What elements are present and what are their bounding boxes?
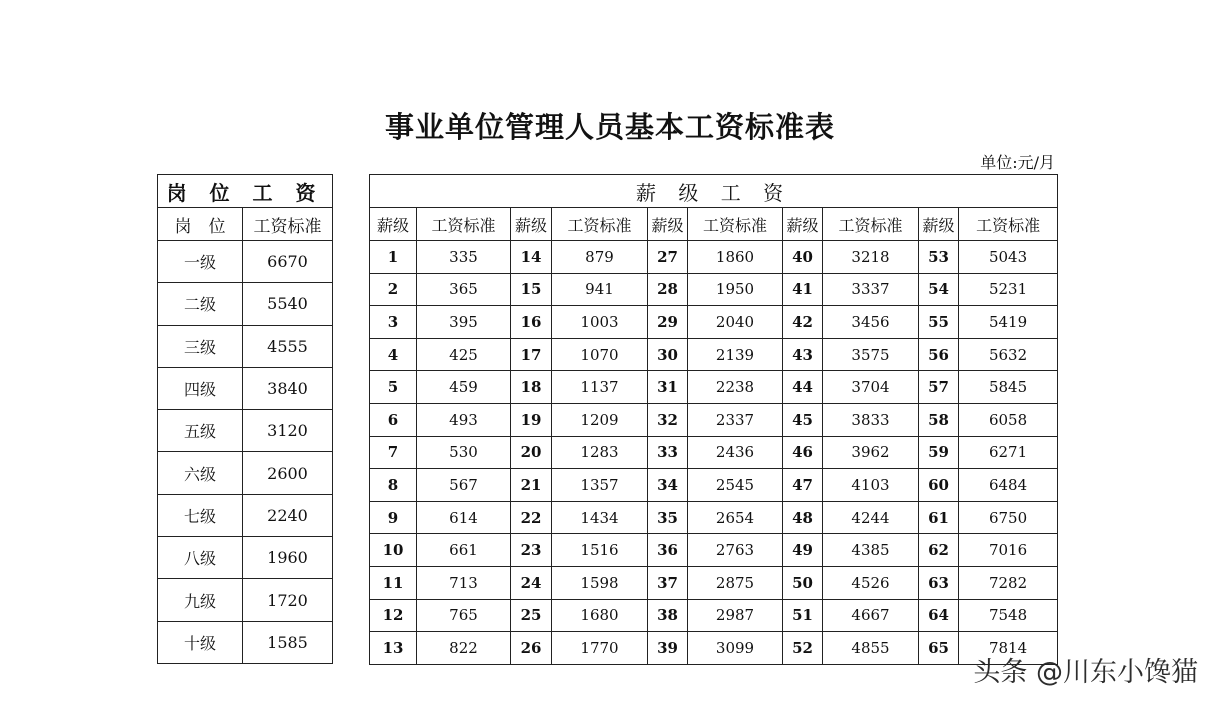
grade-number-cell: 61: [919, 501, 959, 534]
post-level-cell: 八级: [158, 537, 243, 579]
grade-number-cell: 32: [648, 403, 688, 436]
salary-value-cell: 941: [552, 273, 648, 306]
grade-number-cell: 5: [370, 371, 417, 404]
salary-value-cell: 614: [417, 501, 511, 534]
table-row: [158, 367, 333, 409]
grade-number-cell: 37: [648, 566, 688, 599]
post-level-cell: 七级: [158, 494, 243, 536]
grade-number-cell: 65: [919, 632, 959, 665]
salary-table-header: 薪 级 工 资: [370, 175, 1058, 208]
salary-value-cell: 765: [417, 599, 511, 632]
grade-number-cell: 41: [783, 273, 823, 306]
table-row: [370, 273, 1058, 306]
salary-value-cell: 2238: [688, 371, 783, 404]
salary-value-cell: 7548: [959, 599, 1058, 632]
grade-number-cell: 3: [370, 306, 417, 339]
grade-number-cell: 15: [511, 273, 552, 306]
salary-value-cell: 7016: [959, 534, 1058, 567]
grade-number-cell: 44: [783, 371, 823, 404]
salary-value-cell: 2987: [688, 599, 783, 632]
salary-value-cell: 2337: [688, 403, 783, 436]
grade-number-cell: 59: [919, 436, 959, 469]
salary-value-cell: 2139: [688, 338, 783, 371]
salary-value-cell: 3833: [823, 403, 919, 436]
grade-number-cell: 25: [511, 599, 552, 632]
salary-value-cell: 1137: [552, 371, 648, 404]
salary-value-cell: 2545: [688, 469, 783, 502]
grade-number-cell: 34: [648, 469, 688, 502]
table-row: [158, 283, 333, 325]
page-title: 事业单位管理人员基本工资标准表: [384, 110, 835, 144]
salary-value-cell: 2654: [688, 501, 783, 534]
grade-number-cell: 56: [919, 338, 959, 371]
grade-salary-table: [369, 174, 1058, 665]
salary-value-cell: 1960: [243, 537, 333, 579]
salary-value-cell: 661: [417, 534, 511, 567]
salary-value-cell: 1720: [243, 579, 333, 621]
salary-value-cell: 6058: [959, 403, 1058, 436]
salary-value-cell: 335: [417, 241, 511, 274]
salary-value-cell: 493: [417, 403, 511, 436]
column-header: 薪级: [648, 208, 688, 241]
salary-value-cell: 3840: [243, 367, 333, 409]
grade-number-cell: 10: [370, 534, 417, 567]
salary-value-cell: 6750: [959, 501, 1058, 534]
column-header: 岗 位: [158, 208, 243, 241]
post-level-cell: 二级: [158, 283, 243, 325]
salary-value-cell: 2763: [688, 534, 783, 567]
grade-number-cell: 23: [511, 534, 552, 567]
unit-label: 单位:元/月: [980, 153, 1055, 172]
grade-number-cell: 42: [783, 306, 823, 339]
post-level-cell: 九级: [158, 579, 243, 621]
salary-value-cell: 5632: [959, 338, 1058, 371]
salary-value-cell: 4103: [823, 469, 919, 502]
salary-value-cell: 5419: [959, 306, 1058, 339]
salary-value-cell: 1585: [243, 621, 333, 663]
grade-number-cell: 30: [648, 338, 688, 371]
grade-number-cell: 53: [919, 241, 959, 274]
grade-number-cell: 51: [783, 599, 823, 632]
grade-number-cell: 36: [648, 534, 688, 567]
grade-number-cell: 57: [919, 371, 959, 404]
grade-number-cell: 46: [783, 436, 823, 469]
salary-value-cell: 1003: [552, 306, 648, 339]
salary-value-cell: 7282: [959, 566, 1058, 599]
grade-number-cell: 22: [511, 501, 552, 534]
grade-number-cell: 63: [919, 566, 959, 599]
grade-number-cell: 40: [783, 241, 823, 274]
post-salary-table: [157, 174, 333, 664]
table-row: [158, 410, 333, 452]
salary-value-cell: 3099: [688, 632, 783, 665]
salary-value-cell: 6271: [959, 436, 1058, 469]
grade-number-cell: 27: [648, 241, 688, 274]
column-header: 薪级: [370, 208, 417, 241]
post-level-cell: 四级: [158, 367, 243, 409]
salary-value-cell: 2600: [243, 452, 333, 494]
salary-value-cell: 4526: [823, 566, 919, 599]
salary-value-cell: 4385: [823, 534, 919, 567]
salary-value-cell: 3337: [823, 273, 919, 306]
grade-number-cell: 17: [511, 338, 552, 371]
grade-number-cell: 18: [511, 371, 552, 404]
salary-value-cell: 3120: [243, 410, 333, 452]
grade-number-cell: 24: [511, 566, 552, 599]
grade-number-cell: 7: [370, 436, 417, 469]
salary-value-cell: 3704: [823, 371, 919, 404]
grade-number-cell: 1: [370, 241, 417, 274]
salary-value-cell: 879: [552, 241, 648, 274]
grade-number-cell: 8: [370, 469, 417, 502]
table-row: [370, 241, 1058, 274]
grade-number-cell: 9: [370, 501, 417, 534]
salary-value-cell: 425: [417, 338, 511, 371]
grade-number-cell: 43: [783, 338, 823, 371]
salary-value-cell: 1209: [552, 403, 648, 436]
salary-value-cell: 5540: [243, 283, 333, 325]
grade-number-cell: 39: [648, 632, 688, 665]
grade-number-cell: 16: [511, 306, 552, 339]
column-header: 薪级: [511, 208, 552, 241]
grade-number-cell: 60: [919, 469, 959, 502]
table-row: [158, 621, 333, 663]
salary-value-cell: 7814: [959, 632, 1058, 665]
salary-value-cell: 567: [417, 469, 511, 502]
salary-table-body: [370, 241, 1058, 665]
table-row: [370, 632, 1058, 665]
salary-value-cell: 1770: [552, 632, 648, 665]
grade-number-cell: 13: [370, 632, 417, 665]
table-row: [370, 566, 1058, 599]
salary-value-cell: 713: [417, 566, 511, 599]
grade-number-cell: 26: [511, 632, 552, 665]
table-row: [370, 306, 1058, 339]
table-row: [158, 452, 333, 494]
salary-value-cell: 3456: [823, 306, 919, 339]
grade-number-cell: 47: [783, 469, 823, 502]
salary-value-cell: 459: [417, 371, 511, 404]
table-row: [370, 338, 1058, 371]
salary-value-cell: 2875: [688, 566, 783, 599]
table-row: [370, 534, 1058, 567]
grade-number-cell: 62: [919, 534, 959, 567]
post-table-body: [158, 241, 333, 664]
grade-number-cell: 33: [648, 436, 688, 469]
salary-value-cell: 5231: [959, 273, 1058, 306]
watermark: 头条 @川东小馋猫: [973, 657, 1198, 688]
grade-number-cell: 12: [370, 599, 417, 632]
table-row: [158, 537, 333, 579]
grade-number-cell: 19: [511, 403, 552, 436]
grade-number-cell: 14: [511, 241, 552, 274]
column-header: 工资标准: [688, 208, 783, 241]
column-header: 工资标准: [417, 208, 511, 241]
salary-value-cell: 395: [417, 306, 511, 339]
table-row: [370, 501, 1058, 534]
salary-value-cell: 6484: [959, 469, 1058, 502]
salary-value-cell: 2436: [688, 436, 783, 469]
table-row: [370, 599, 1058, 632]
table-row: [158, 494, 333, 536]
post-table-header: 岗 位 工 资: [158, 175, 333, 208]
post-level-cell: 五级: [158, 410, 243, 452]
grade-number-cell: 49: [783, 534, 823, 567]
salary-value-cell: 5043: [959, 241, 1058, 274]
salary-value-cell: 1860: [688, 241, 783, 274]
salary-value-cell: 4244: [823, 501, 919, 534]
grade-number-cell: 45: [783, 403, 823, 436]
column-header: 工资标准: [823, 208, 919, 241]
grade-number-cell: 28: [648, 273, 688, 306]
table-row: [370, 436, 1058, 469]
salary-value-cell: 530: [417, 436, 511, 469]
column-header: 薪级: [919, 208, 959, 241]
table-row: [370, 469, 1058, 502]
post-level-cell: 六级: [158, 452, 243, 494]
column-header: 薪级: [783, 208, 823, 241]
grade-number-cell: 52: [783, 632, 823, 665]
salary-value-cell: 2240: [243, 494, 333, 536]
grade-number-cell: 31: [648, 371, 688, 404]
salary-value-cell: 3575: [823, 338, 919, 371]
salary-value-cell: 365: [417, 273, 511, 306]
post-level-cell: 三级: [158, 325, 243, 367]
salary-value-cell: 1434: [552, 501, 648, 534]
grade-number-cell: 50: [783, 566, 823, 599]
grade-number-cell: 38: [648, 599, 688, 632]
grade-number-cell: 35: [648, 501, 688, 534]
grade-number-cell: 11: [370, 566, 417, 599]
salary-value-cell: 3962: [823, 436, 919, 469]
grade-number-cell: 6: [370, 403, 417, 436]
salary-value-cell: 822: [417, 632, 511, 665]
salary-value-cell: 4855: [823, 632, 919, 665]
salary-value-cell: 6670: [243, 241, 333, 283]
grade-number-cell: 54: [919, 273, 959, 306]
salary-value-cell: 1516: [552, 534, 648, 567]
grade-number-cell: 55: [919, 306, 959, 339]
grade-number-cell: 48: [783, 501, 823, 534]
table-row: [158, 241, 333, 283]
grade-number-cell: 20: [511, 436, 552, 469]
table-row: [370, 403, 1058, 436]
salary-value-cell: 4555: [243, 325, 333, 367]
grade-number-cell: 2: [370, 273, 417, 306]
salary-value-cell: 4667: [823, 599, 919, 632]
table-row: [370, 371, 1058, 404]
grade-number-cell: 4: [370, 338, 417, 371]
post-level-cell: 十级: [158, 621, 243, 663]
salary-value-cell: 1283: [552, 436, 648, 469]
salary-value-cell: 1357: [552, 469, 648, 502]
salary-value-cell: 2040: [688, 306, 783, 339]
salary-value-cell: 1598: [552, 566, 648, 599]
column-header: 工资标准: [959, 208, 1058, 241]
grade-number-cell: 29: [648, 306, 688, 339]
salary-value-cell: 3218: [823, 241, 919, 274]
grade-number-cell: 21: [511, 469, 552, 502]
salary-value-cell: 1950: [688, 273, 783, 306]
table-row: [158, 325, 333, 367]
salary-column-headers: [370, 208, 1058, 241]
post-level-cell: 一级: [158, 241, 243, 283]
salary-value-cell: 5845: [959, 371, 1058, 404]
column-header: 工资标准: [552, 208, 648, 241]
table-row: [158, 579, 333, 621]
salary-value-cell: 1680: [552, 599, 648, 632]
salary-value-cell: 1070: [552, 338, 648, 371]
column-header: 工资标准: [243, 208, 333, 241]
grade-number-cell: 58: [919, 403, 959, 436]
grade-number-cell: 64: [919, 599, 959, 632]
